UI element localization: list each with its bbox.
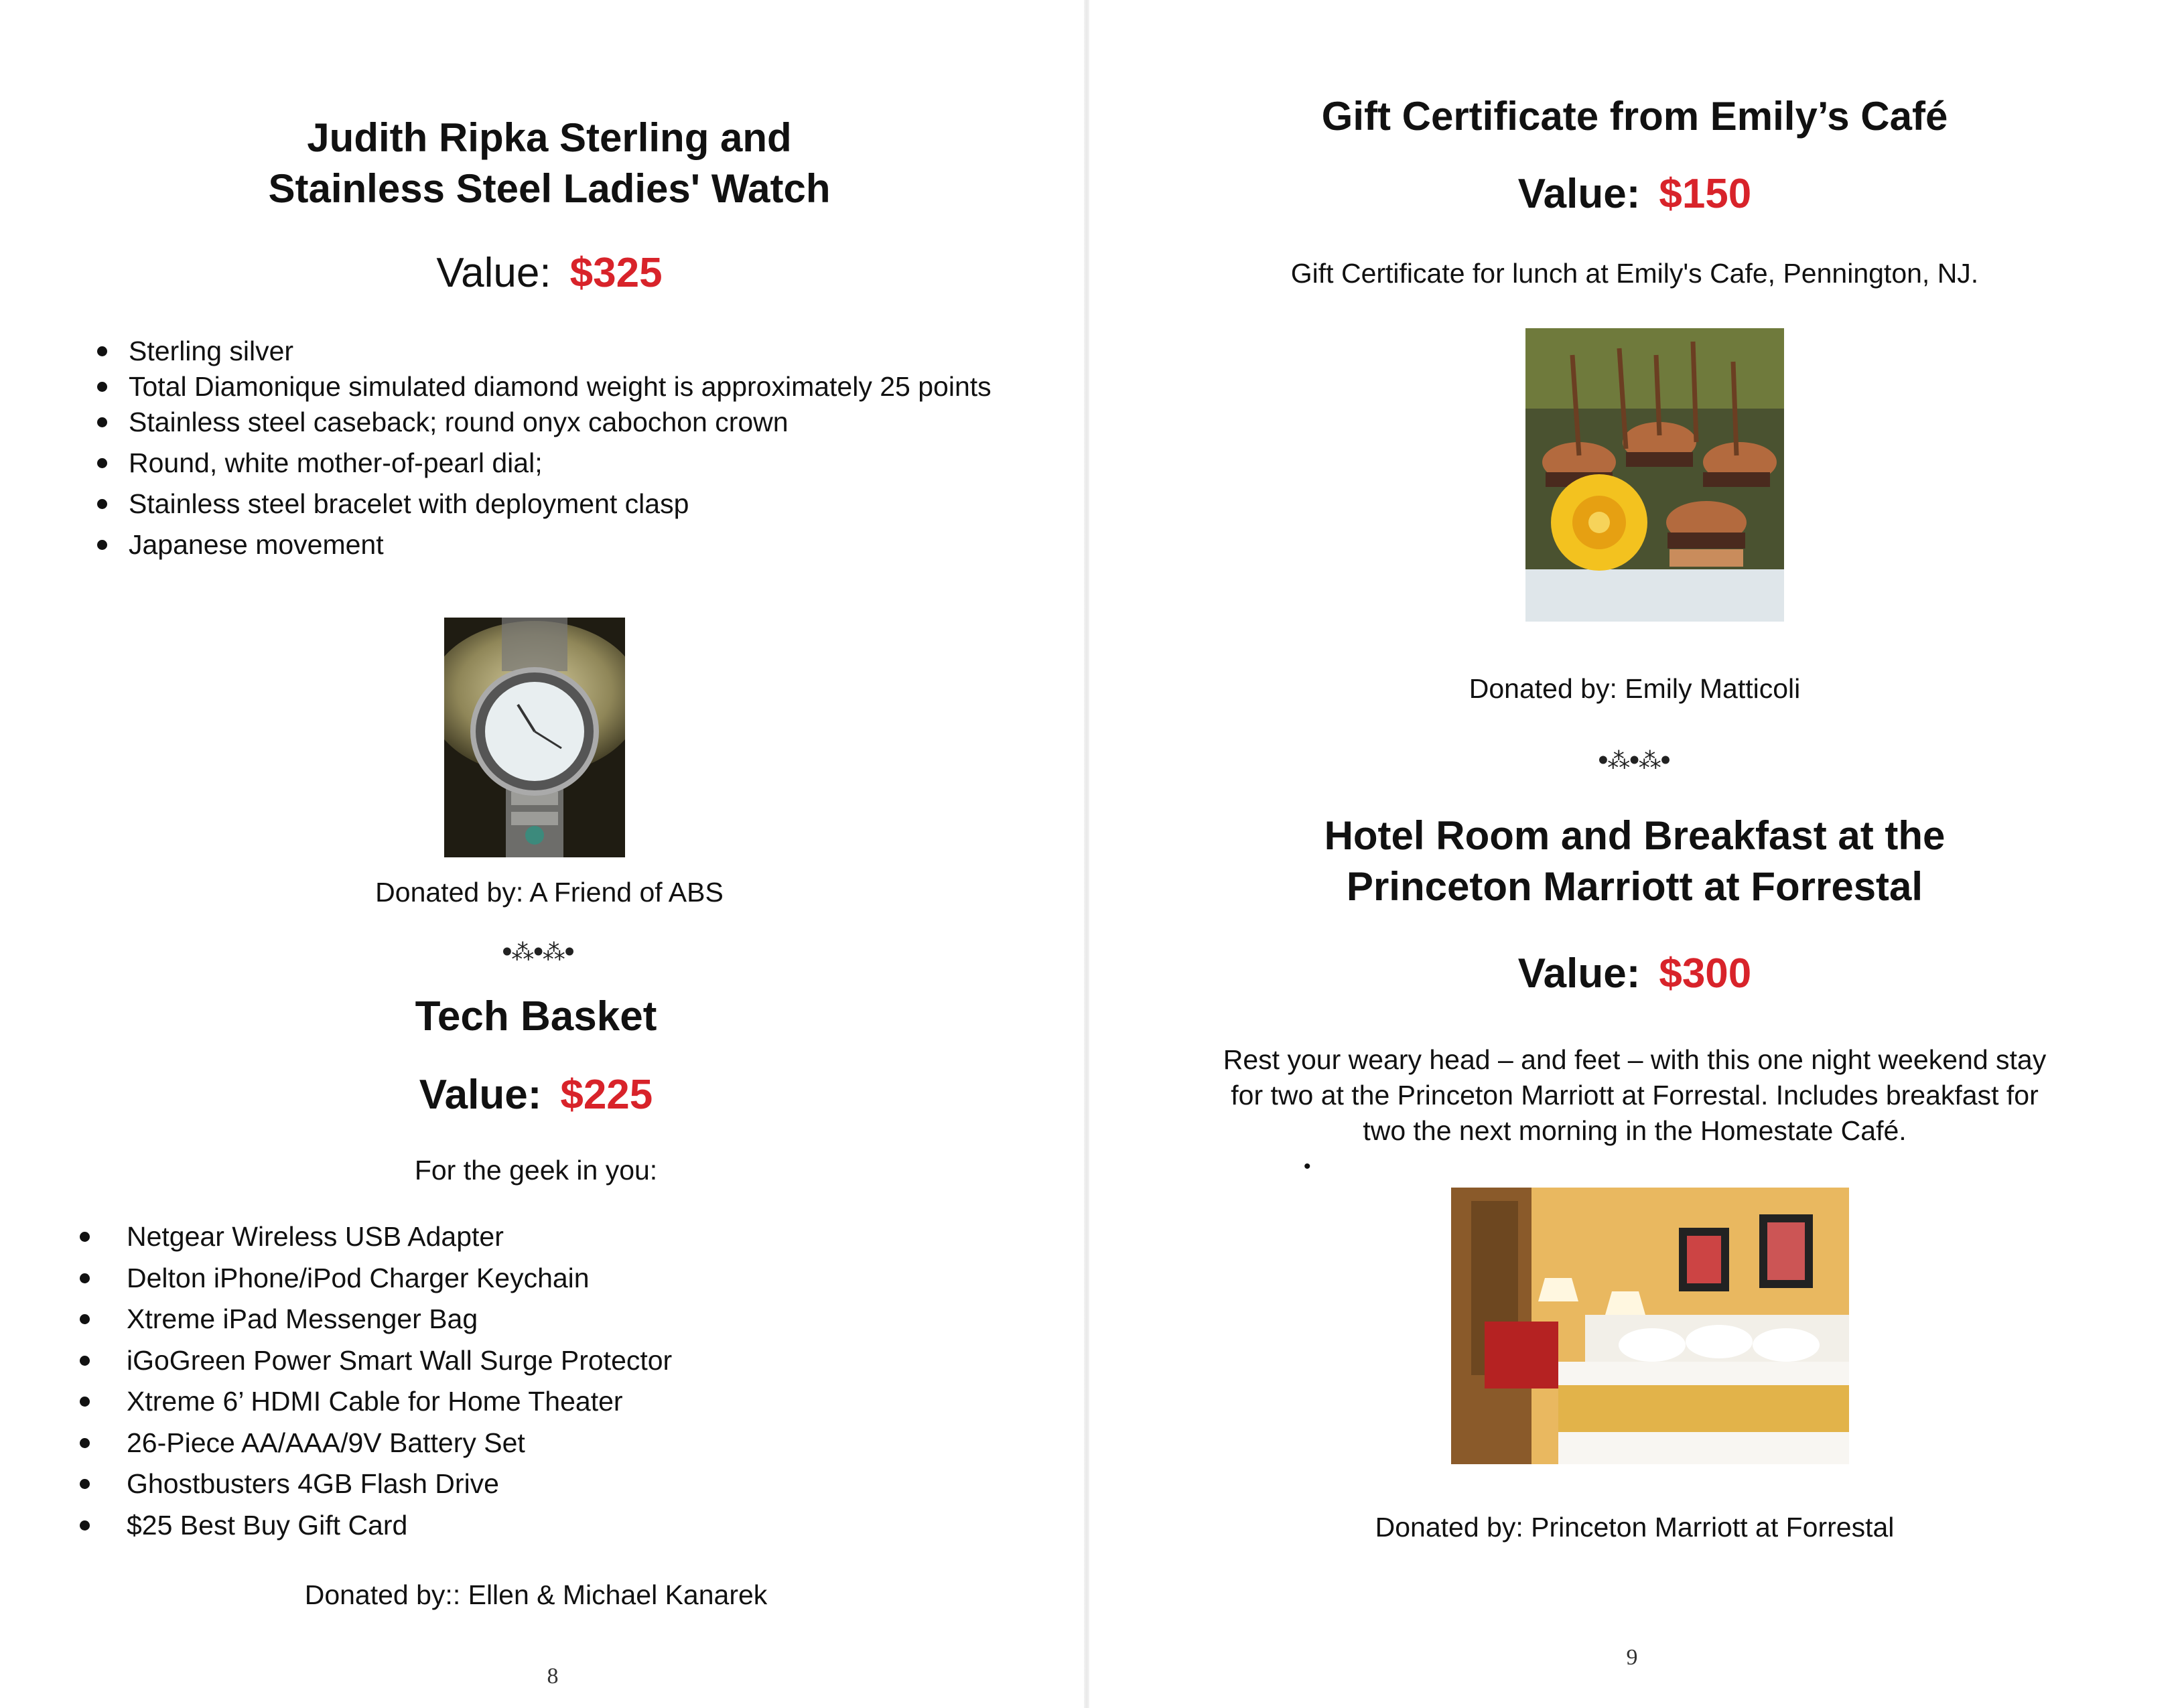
marriott-description-line1: Rest your weary head – and feet – with this one night weekend stay bbox=[1223, 1044, 2047, 1075]
ornament-divider: ꔷ⁂ꔷ⁂ꔷ bbox=[501, 940, 574, 965]
watch-title bbox=[0, 113, 1099, 214]
watch-title-line1: Judith Ripka Sterling and bbox=[307, 115, 792, 160]
watch-feature-list bbox=[92, 334, 1016, 563]
hotel-room-image bbox=[1451, 1188, 1849, 1464]
left-page bbox=[0, 0, 1085, 1708]
watch-title-line2: Stainless Steel Ladies' Watch bbox=[268, 166, 831, 211]
bullet-icon bbox=[97, 346, 107, 356]
bullet-icon bbox=[97, 382, 107, 392]
list-item: Xtreme 6’ HDMI Cable for Home Theater bbox=[80, 1381, 1018, 1423]
value-amount: $150 bbox=[1659, 171, 1752, 217]
emily-cafe-donor: Donated by: Emily Matticoli bbox=[1469, 673, 1801, 704]
list-item: Ghostbusters 4GB Flash Drive bbox=[80, 1464, 1018, 1505]
marriott-title-line2: Princeton Marriott at Forrestal bbox=[1346, 864, 1923, 909]
bullet-icon bbox=[97, 417, 107, 427]
list-item: Netgear Wireless USB Adapter bbox=[80, 1216, 1018, 1258]
bullet-icon bbox=[80, 1520, 90, 1531]
list-item: 26-Piece AA/AAA/9V Battery Set bbox=[80, 1423, 1018, 1464]
list-item: Sterling silver bbox=[92, 334, 1016, 369]
stray-mark: • bbox=[1304, 1155, 1311, 1178]
bullet-icon bbox=[97, 458, 107, 468]
tech-basket-intro: For the geek in you: bbox=[414, 1155, 658, 1186]
bullet-icon bbox=[80, 1479, 90, 1489]
tech-basket-title: Tech Basket bbox=[415, 993, 657, 1040]
marriott-title bbox=[1089, 810, 2180, 912]
value-amount: $300 bbox=[1659, 950, 1752, 997]
marriott-description-line2: for two at the Princeton Marriott at Forrestal. Includes breakfast for bbox=[1231, 1080, 2039, 1111]
sliders-photo bbox=[1525, 328, 1784, 622]
list-item: $25 Best Buy Gift Card bbox=[80, 1505, 1018, 1547]
list-item: Total Diamonique simulated diamond weight is approximately 25 points bbox=[92, 369, 1016, 405]
bullet-icon bbox=[80, 1314, 90, 1324]
list-item: Xtreme iPad Messenger Bag bbox=[80, 1299, 1018, 1340]
emily-cafe-title: Gift Certificate from Emily’s Café bbox=[1321, 94, 1948, 139]
page-number: 8 bbox=[547, 1664, 559, 1689]
list-item: Stainless steel bracelet with deployment clasp bbox=[92, 486, 1016, 522]
list-item: Stainless steel caseback; round onyx cabochon crown bbox=[92, 405, 1016, 440]
marriott-donor: Donated by: Princeton Marriott at Forrestal bbox=[1375, 1512, 1895, 1543]
book-gutter bbox=[1084, 0, 1089, 1708]
bullet-icon bbox=[80, 1232, 90, 1242]
marriott-description bbox=[1089, 1042, 2180, 1149]
value-label: Value: bbox=[436, 250, 551, 296]
hotel-room-photo bbox=[1451, 1188, 1849, 1464]
list-item: iGoGreen Power Smart Wall Surge Protector bbox=[80, 1340, 1018, 1382]
bullet-icon bbox=[80, 1438, 90, 1448]
watch-value bbox=[0, 246, 1099, 300]
right-page bbox=[1089, 0, 2180, 1708]
tech-basket-list bbox=[80, 1216, 1018, 1546]
marriott-title-line1: Hotel Room and Breakfast at the bbox=[1324, 813, 1946, 858]
marriott-value bbox=[1089, 947, 2180, 1001]
emily-cafe-value bbox=[1089, 167, 2180, 221]
bullet-icon bbox=[97, 499, 107, 509]
bullet-icon bbox=[97, 540, 107, 550]
list-item: Japanese movement bbox=[92, 527, 1016, 563]
list-item: Delton iPhone/iPod Charger Keychain bbox=[80, 1258, 1018, 1299]
list-item: Round, white mother-of-pearl dial; bbox=[92, 445, 1016, 481]
watch-photo bbox=[444, 618, 625, 857]
sliders-image bbox=[1525, 328, 1784, 622]
tech-basket-donor: Donated by:: Ellen & Michael Kanarek bbox=[304, 1579, 768, 1610]
watch-donor: Donated by: A Friend of ABS bbox=[375, 877, 724, 908]
watch-image bbox=[444, 618, 625, 857]
marriott-description-line3: two the next morning in the Homestate Café. bbox=[1363, 1115, 1907, 1146]
tech-basket-value bbox=[0, 1068, 1072, 1122]
value-amount: $325 bbox=[569, 250, 663, 296]
page-number: 9 bbox=[1626, 1645, 1638, 1670]
ornament-divider: ꔷ⁂ꔷ⁂ꔷ bbox=[1597, 748, 1670, 774]
bullet-icon bbox=[80, 1273, 90, 1283]
value-label: Value: bbox=[419, 1072, 542, 1118]
bullet-icon bbox=[80, 1356, 90, 1366]
value-amount: $225 bbox=[560, 1072, 653, 1118]
value-label: Value: bbox=[1517, 950, 1641, 997]
bullet-icon bbox=[80, 1397, 90, 1407]
emily-cafe-description: Gift Certificate for lunch at Emily's Cafe, Pennington, NJ. bbox=[1290, 258, 1979, 289]
value-label: Value: bbox=[1517, 171, 1641, 217]
